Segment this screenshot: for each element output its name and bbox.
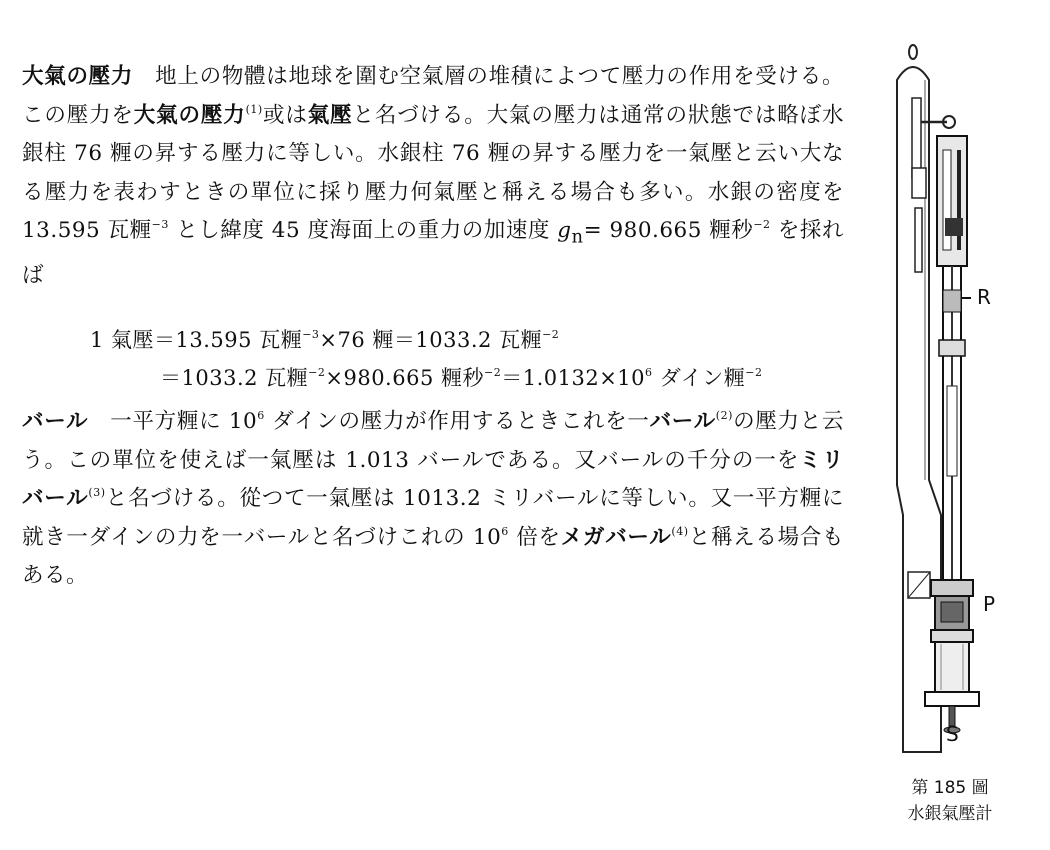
text-run: 倍を <box>508 524 561 550</box>
exponent: 6 <box>645 366 653 379</box>
text-run: と名づける。從つて一氣壓は 1013.2 ミリバールに等しい。又一平方糎に就き一ダインの力を一バールと名づけこれの 10 <box>22 486 845 550</box>
equation-part: 1 氣壓＝13.595 瓦糎 <box>90 328 303 352</box>
text-run: 地上の物體は地球を圍む空氣層の堆積によつて壓力の作用を受ける。この壓力を <box>22 64 844 128</box>
bold-term: ミリバール <box>22 447 844 511</box>
figure-caption: 水銀氣壓計 <box>907 804 993 824</box>
text-run: 一平方糎に 10 <box>110 409 258 434</box>
footnote-marker: (3) <box>88 486 106 499</box>
exponent: −3 <box>151 218 169 231</box>
barometer-figure <box>885 40 1025 780</box>
section-heading-bar: バール <box>22 409 89 434</box>
exponent: −3 <box>302 328 320 341</box>
equation-part: ＝1033.2 瓦糎 <box>160 366 309 390</box>
mercury-barometer-illustration <box>885 40 1025 780</box>
exponent: −2 <box>745 366 763 379</box>
text-run: 或は <box>262 102 308 128</box>
text-run: と稱える場合もある。 <box>22 524 844 588</box>
equation-part: ＝1.0132×10 <box>501 366 646 390</box>
bold-term: メガバール <box>560 524 672 550</box>
footnote-marker: (2) <box>715 409 733 422</box>
label-p: P <box>983 592 996 616</box>
text-run: ダインの壓力が作用するときこれを一 <box>264 409 650 434</box>
paragraph-atmospheric-pressure <box>22 58 844 295</box>
exponent: −2 <box>308 366 326 379</box>
bold-term: 氣壓 <box>307 102 353 128</box>
equation-line-1 <box>90 324 559 354</box>
exponent: 6 <box>257 409 265 422</box>
figure-number: 第 185 圖 <box>911 778 989 798</box>
exponent: 6 <box>501 524 509 538</box>
section-heading-atmospheric-pressure: 大氣の壓力 <box>22 64 134 89</box>
paragraph-bar <box>22 403 844 596</box>
equation-line-2 <box>160 362 763 392</box>
text-run: を採れば <box>22 218 844 288</box>
equation-part: ダイン糎 <box>652 366 746 390</box>
text-run: の壓力と云う。この單位を使えば一氣壓は 1.013 バールである。又バールの千分の一を <box>22 409 844 473</box>
exponent: −2 <box>542 328 560 341</box>
variable-g: g <box>557 218 572 243</box>
bold-term: バール <box>649 409 716 434</box>
subscript: n <box>571 226 584 248</box>
label-r: R <box>977 285 991 309</box>
footnote-marker: (4) <box>671 524 689 538</box>
text-run: とし緯度 45 度海面上の重力の加速度 <box>168 218 558 243</box>
equation-part: ×980.665 糎秒 <box>325 366 484 390</box>
text-run: = 980.665 糎秒 <box>583 218 754 243</box>
text-run: と名づける。大氣の壓力は通常の狀態では略ぼ水銀柱 76 糎の昇する壓力に等しい。水銀柱 76 糎の昇する壓力を一氣壓と云い大なる壓力を表わすときの單位に採り壓力何氣壓と稱える場合も多い。水銀の密度を 13.595 瓦糎 <box>22 102 844 243</box>
exponent: −2 <box>753 218 771 231</box>
footnote-marker: (1) <box>245 102 263 116</box>
label-s: S <box>946 722 959 746</box>
exponent: −2 <box>484 366 502 379</box>
equation-part: ×76 糎＝1033.2 瓦糎 <box>319 328 543 352</box>
bold-term: 大氣の壓力 <box>133 102 246 128</box>
